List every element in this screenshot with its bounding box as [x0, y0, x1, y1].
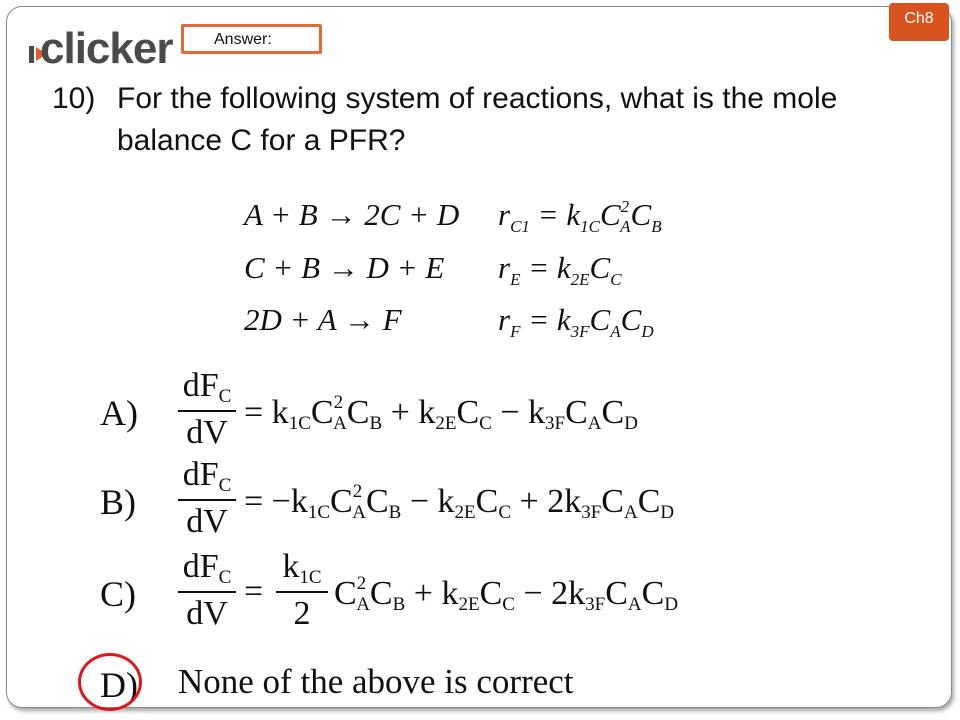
logo-bar — [29, 46, 34, 63]
option-b-expression: = $-k1CC^2ACB - k2ECC$ + 2k3FCACD — [244, 481, 675, 523]
selected-answer-circle — [78, 653, 142, 711]
question-number: 10) — [52, 82, 96, 115]
option-d-text[interactable]: None of the above is correct — [178, 662, 574, 701]
reaction-2-rate: $r_E = k_{2E}C_C$ — [498, 250, 622, 289]
reaction-3-rate: $r_F = k_{3F}C_AC_D$ — [498, 302, 654, 341]
option-b-derivative: dFC dV — [178, 456, 236, 541]
reaction-2-equation: C + B → D + E — [244, 250, 445, 285]
question-text: For the following system of reactions, what is the mole balance C for a PFR? — [117, 82, 838, 157]
option-c-coefficient: k1C 2 — [276, 548, 328, 633]
option-a-derivative: dFC dV — [178, 367, 236, 452]
reaction-3-equation: 2D + A → F — [244, 302, 402, 337]
answer-label: Answer: — [214, 31, 272, 48]
chapter-badge: Ch8 — [889, 3, 949, 41]
option-c-equals: = — [244, 573, 264, 610]
option-c-label[interactable]: C) — [100, 574, 136, 614]
option-a-label[interactable]: A) — [100, 393, 138, 433]
iclicker-logo — [14, 10, 184, 73]
option-a-expression: = $k1CC^2ACB + k2ECC$ − k3FCACD — [244, 392, 638, 434]
option-b-label[interactable]: B) — [100, 482, 136, 522]
option-c-expression: $C^2ACB + k2ECC$ − 2k3FCACD — [334, 573, 679, 615]
option-d-label[interactable]: D) — [100, 665, 138, 705]
answer-box — [181, 24, 322, 54]
reaction-1-rate: $r_{C1} = k_{1C}C^2_AC_B$ — [498, 197, 662, 236]
logo-text: clicker — [40, 24, 173, 73]
option-c-derivative: dFC dV — [178, 548, 236, 633]
reaction-1-equation: A + B → 2C + D — [244, 197, 460, 232]
